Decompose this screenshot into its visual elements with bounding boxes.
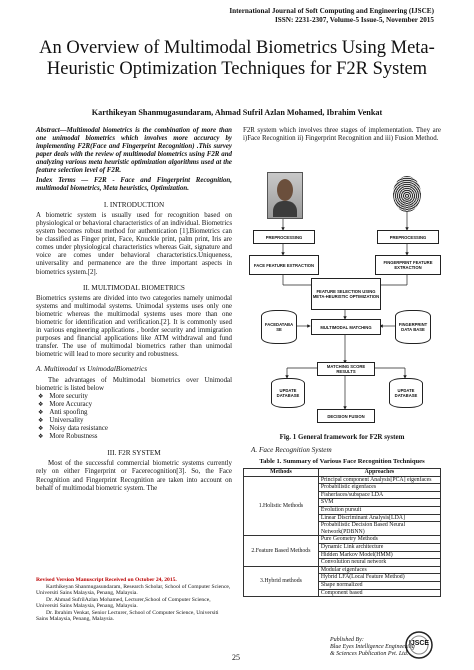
- approach-cell: Dynamic Link architecture: [318, 543, 440, 551]
- publisher-line-1: Published By:: [330, 637, 364, 643]
- method-cell: 3.Hybrid methods: [244, 566, 319, 596]
- approach-cell: Linear Discriminant Analysis[LDA]: [318, 514, 440, 522]
- fingerprint-feature-extraction-box: FINGERPRINT FEATURE EXTRACTION: [375, 255, 441, 275]
- journal-name: International Journal of Soft Computing and Engineering (IJSCE): [229, 7, 434, 15]
- approach-cell: Principal component Analysis[PCA] eigenfaces: [318, 476, 440, 484]
- approach-cell: Evolution pursuit: [318, 506, 440, 514]
- fingerprint-preprocessing-box: PREPROCESSING: [377, 230, 439, 244]
- face-feature-extraction-box: FACE FEATURE EXTRACTION: [249, 255, 319, 275]
- publisher-line-2: Blue Eyes Intelligence Engineering: [330, 644, 415, 650]
- approach-cell: Shape normalized: [318, 581, 440, 589]
- column-header: Approaches: [318, 469, 440, 477]
- approach-cell: Probabilistic Decision Based Neural Network(PDBNN): [318, 522, 440, 536]
- fingerprint-image: [393, 176, 421, 212]
- face-database: FACEDATABA SE: [261, 310, 297, 344]
- f2r-text: Most of the successful commercial biometric systems currently rely on either Fingerprint or Facerecognition[3]. So, the Face Recognition and Fingerprint Recognition are taken into account on behalf of multimodal biometric system. The: [36, 460, 232, 492]
- multimodal-subtext: The advantages of Multimodal biometrics over Unimodal biometric is listed below: [36, 376, 232, 392]
- update-database-left: UPDATE DATABASE: [271, 378, 305, 408]
- multimodal-subheading: A. Multimodal vs UnimodalBiometrics: [36, 365, 147, 374]
- matching-score-box: MATCHING SCORE RESULTS: [317, 362, 375, 376]
- author-list: Karthikeyan Shanmugasundaram, Ahmad Sufril Azlan Mohamed, Ibrahim Venkat: [91, 108, 383, 117]
- advantages-list: [36, 393, 232, 442]
- face-techniques-table: [243, 468, 441, 597]
- approach-cell: Component based: [318, 589, 440, 597]
- list-item: ❖ More Robustness: [50, 433, 232, 441]
- face-photo: [267, 172, 303, 219]
- figure-caption: Fig. 1 General framework for F2R system: [279, 433, 405, 441]
- page-number: 25: [232, 653, 240, 662]
- table-row: [244, 536, 441, 544]
- table-header-row: [244, 469, 441, 477]
- multimodal-text: Biometrics systems are divided into two categories namely unimodal systems and multimodal systems. Unimodal systems uses only one biometric whereas the multimodal systems uses more than one biometric for identification and verification.[2]. It is commonly used in various engineering applications , border security and immigration purposes and financial applications like ATM withdrawal and fund transfer. The use of multimodal biometrics rather than unimodal biometric will lead to more security and robustness.: [36, 294, 232, 359]
- abstract: Abstract—Multimodal biometrics is the combination of more than one unimodal biometrics which involves more accuracy by implementing F2R(Face and Fingerprint Recognition) .This survey paper deals with the review of multimodal biometrics using F2R and analyzing various meta heuristic optimization algorithms used at the feature selection level of F2R.: [36, 127, 232, 175]
- right-intro: F2R system which involves three stages of implementation. They are i)Face Recognition ii) Fingerprint Recognition and iii) Fusion Method.: [243, 127, 441, 143]
- list-item: ❖ Universality: [50, 417, 232, 425]
- left-column: [36, 127, 232, 493]
- ijsce-logo-icon: [400, 630, 438, 660]
- face-preprocessing-box: PREPROCESSING: [253, 230, 315, 244]
- face-shoulders: [273, 201, 297, 217]
- intro-heading: I. INTRODUCTION: [103, 200, 165, 209]
- list-item: ❖ Anti spoofing: [50, 409, 232, 417]
- f2r-framework-diagram: [247, 168, 441, 426]
- footnotes: [36, 577, 232, 623]
- journal-issn: ISSN: 2231-2307, Volume-5 Issue-5, November 2015: [275, 15, 434, 24]
- decision-fusion-box: DECISION FUSION: [317, 409, 375, 423]
- method-cell: 2.Feature Based Methods: [244, 536, 319, 566]
- intro-text: A biometric system is usually used for recognition based on physiological or behavioral characteristics of an individual. Biometrics system becomes robust method for authentication [1].Biometrics can be classified as Finger print, Face, Knuckle print, palm print, Iris are comes under physiological characteristics whereas Gait, signature and voice are comes under behavioral characteristics.Uniqueness, universality and permanence are the three important aspects in biometrics system.[2].: [36, 211, 232, 276]
- feature-selection-box: FEATURE SELECTION USING META-HEURISTIC OPTIMIZATION: [311, 278, 381, 310]
- fingerprint-database: FINGERPRINT DATA BASE: [395, 310, 431, 344]
- list-item: ❖ More security: [50, 393, 232, 401]
- approach-cell: Modular eigenfaces: [318, 566, 440, 574]
- f2r-heading: III. F2R SYSTEM: [107, 449, 161, 458]
- approach-cell: Fisherfaces/subspace LDA: [318, 491, 440, 499]
- approach-cell: Convolution neural network: [318, 559, 440, 567]
- logo-text: IJSCE: [408, 640, 430, 647]
- method-cell: 1.Holistic Methods: [244, 476, 319, 536]
- table-row: [244, 566, 441, 574]
- author-note-2: Dr. Ahmad SufrilAzlan Mohamed, Lecturer,School of Computer Science, Universiti Sains Malaysia, Penang, Malaysia.: [36, 596, 211, 609]
- paper-title: An Overview of Multimodal Biometrics Using Meta-Heuristic Optimization Techniques for F2R System: [39, 38, 435, 79]
- table-row: [244, 476, 441, 484]
- approach-cell: Probabilistic eigenfaces: [318, 484, 440, 492]
- table-caption: Table 1. Summary of Various Face Recognition Techniques: [259, 458, 425, 465]
- approach-cell: Hidden Markov Model(HMM): [318, 551, 440, 559]
- author-note-3: Dr. Ibrahim Venkat, Senior Lecturer, School of Computer Science, Universiti Sains Malaysia, Penang, Malaysia.: [36, 609, 219, 622]
- approach-cell: SVM: [318, 499, 440, 507]
- approach-cell: Hybrid LFA(Local Feature Method): [318, 574, 440, 582]
- column-header: Methods: [244, 469, 319, 477]
- multimodal-matching-box: MULTIMODAL MATCHING: [311, 319, 381, 335]
- list-item: ❖ More Accuracy: [50, 401, 232, 409]
- multimodal-heading: II. MULTIMODAL BIOMETRICS: [83, 283, 185, 292]
- index-terms: Index Terms — F2R - Face and Fingerprint Recognition, multimodal biometrics, Meta heuristics, Optimization.: [36, 176, 232, 192]
- face-head: [277, 179, 293, 201]
- approach-cell: Pure Geometry Methods: [318, 536, 440, 544]
- publisher-line-3: & Sciences Publication Pvt. Ltd.: [330, 651, 409, 657]
- update-database-right: UPDATE DATABASE: [389, 378, 423, 408]
- list-item: ❖ Noisy data resistance: [50, 425, 232, 433]
- revised-note: Revised Version Manuscript Received on October 24, 2015.: [36, 577, 177, 583]
- face-recognition-subheading: A. Face Recognition System: [251, 446, 332, 454]
- author-note-1: Karthikeyan Shanmugasundaram, Research Scholar, School of Computer Science, Universiti Sains Malaysia, Penang, Malaysia.: [36, 583, 231, 596]
- journal-header: [229, 7, 434, 24]
